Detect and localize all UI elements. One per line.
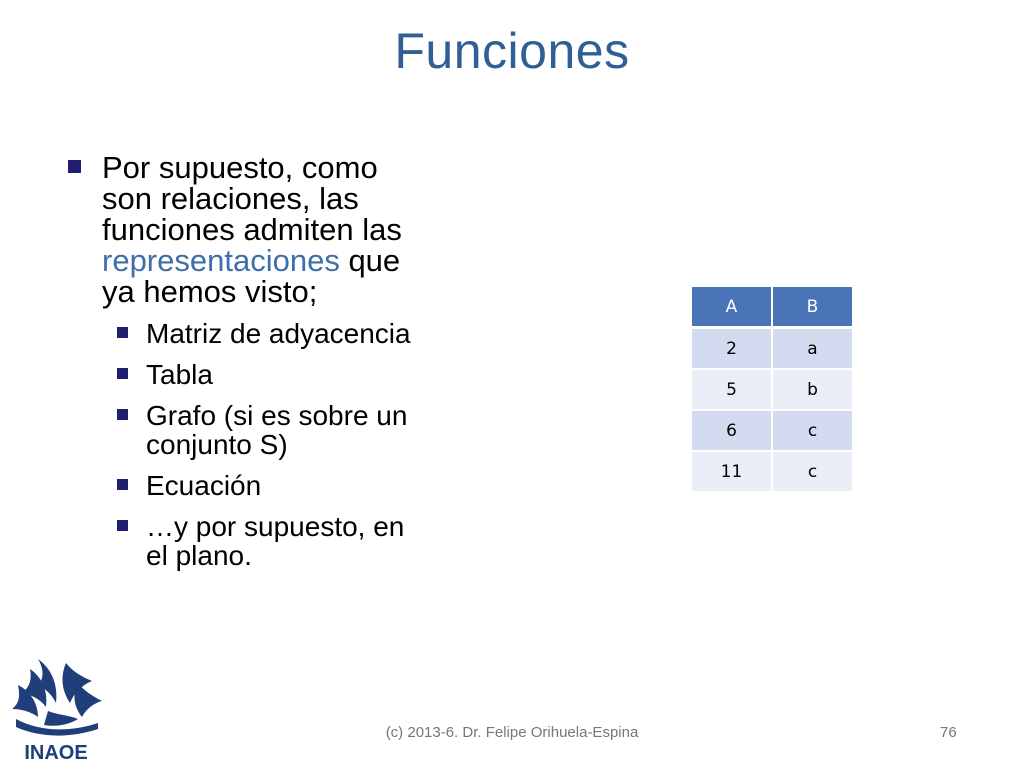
representaciones-link-text: representaciones [102,243,340,278]
main-bullet-line: son relaciones, las [102,181,359,216]
sub-bullet-line: Tabla [146,359,213,390]
slide-body [60,152,530,582]
table-cell: 2 [692,329,773,370]
sub-bullet-item [60,319,530,348]
square-bullet-icon [68,160,81,173]
sub-bullet-line: Grafo (si es sobre un [146,400,408,431]
table-cell: c [773,411,854,452]
sub-bullet-line: Matriz de adyacencia [146,318,411,349]
main-bullet-item [60,152,530,307]
sub-bullet-item [60,471,530,500]
main-bullet-line: ya hemos visto; [102,274,318,309]
inaoe-logo [8,655,104,763]
sub-bullet-line: …y por supuesto, en [146,511,405,542]
table-cell: 6 [692,411,773,452]
slide-title: Funciones [394,23,630,79]
square-bullet-icon [117,368,128,379]
table-header-cell: B [773,287,854,329]
sub-bullet-list [60,319,530,570]
table-header-row [692,287,854,329]
table-cell: 11 [692,452,773,493]
page-number: 76 [940,724,957,741]
table-header-cell: A [692,287,773,329]
main-bullet-line: funciones admiten las [102,212,402,247]
footer-credit: (c) 2013-6. Dr. Felipe Orihuela-Espina [385,724,639,741]
square-bullet-icon [117,520,128,531]
sub-bullet-line: el plano. [146,540,252,571]
table-cell: 5 [692,370,773,411]
square-bullet-icon [117,327,128,338]
main-bullet-fragment: que [339,243,401,278]
table-row [692,370,854,411]
table-row [692,329,854,370]
table-row [692,411,854,452]
square-bullet-icon [117,479,128,490]
table-cell: a [773,329,854,370]
main-bullet-line [102,245,530,276]
sub-bullet-line: Ecuación [146,470,262,501]
square-bullet-icon [117,409,128,420]
table-row [692,452,854,493]
logo-text: INAOE [24,742,88,763]
function-table [692,287,854,493]
sub-bullet-item [60,360,530,389]
sub-bullet-item [60,512,530,570]
table-cell: b [773,370,854,411]
sub-bullet-item [60,401,530,459]
table-cell: c [773,452,854,493]
sub-bullet-line: conjunto S) [146,429,288,460]
main-bullet-line: Por supuesto, como [102,150,378,185]
